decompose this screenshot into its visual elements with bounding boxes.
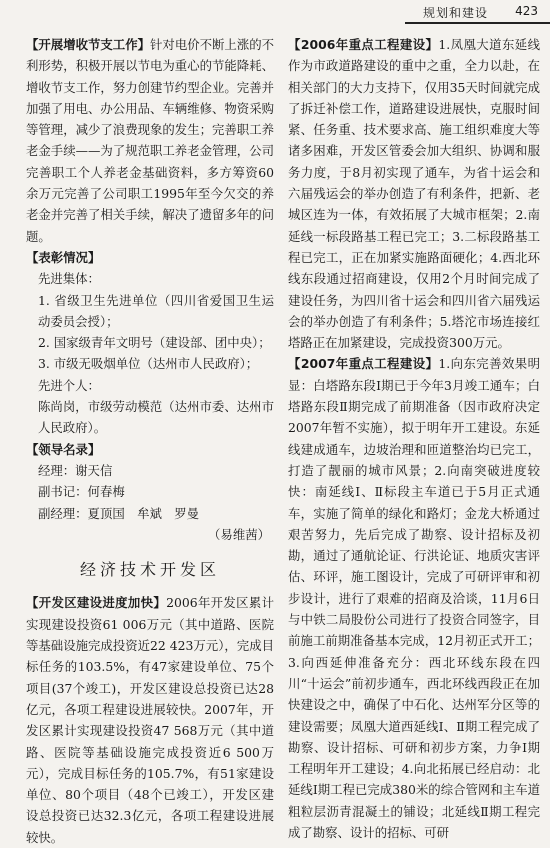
leader-deputy-managers: 副经理：夏顶国 牟斌 罗曼: [38, 505, 200, 521]
header-rule: [405, 22, 550, 24]
text-revenue-expenditure: 针对电价不断上涨的不利形势，积极开展以节电为重心的节能降耗、增收节支工作，努力创建节约型企业。完善并加强了用电、办公用品、车辆维修、物资采购等管理，减少了浪费现象的发生；完善职工养老金手续——为了规范职工养老金管理，公司完善职工个人养老金基础资料，多方筹资60余万元完善了公司职工1995年至今欠交的养老金并完善了相关手续，解决了遗留多年的问题。: [26, 37, 275, 244]
running-section-title: 规划和建设: [422, 6, 488, 20]
right-column: [288, 34, 540, 843]
award-collective-3: 3. 市级无吸烟单位（达州市人民政府）；: [38, 356, 259, 372]
paragraph-revenue-expenditure: [26, 34, 274, 247]
label-advanced-individual: 先进个人：: [38, 377, 100, 393]
leader-deputy-secretary: 副书记：何春梅: [38, 484, 125, 500]
heading-awards: 【表彰情况】: [26, 249, 101, 265]
page-header: [0, 0, 550, 24]
paragraph-2007-key-projects: [288, 353, 540, 843]
award-collective-2: 2. 国家级青年文明号（建设部、团中央）；: [38, 335, 271, 351]
heading-leaders: 【领导名录】: [26, 441, 101, 457]
leader-manager: 经理：谢天信: [38, 462, 113, 478]
award-individual-1: 陈尚岗，市级劳动模范（达州市委、达州市人民政府）。: [38, 399, 274, 436]
heading-revenue-expenditure: 【开展增收节支工作】: [26, 37, 151, 52]
text-dev-zone-progress: 2006年开发区累计实现建设投资61 006万元（其中道路、医院等基础设施完成投资近22 423万元），完成目标任务的103.5%，有47家建设单位、75个项目(37个竣工)，开发区建设总投资已达28亿元，各项工程建设进展较快。2007年，开发区累计实现建设投资47 568万元（其中道路、医院等基础设施完成投资近6 500万元），完成目标任务的105.7%，有51家建设单位、80个项目（48个已竣工），开发区建设总投资已达32.3亿元，各项工程建设进展较快。: [26, 595, 274, 845]
paragraph-2006-key-projects: [288, 34, 540, 353]
text-2006-key-projects: 1.凤凰大道东延线作为市政道路建设的重中之重，全力以赴，在相关部门的大力支持下，仅用35天时间就完成了拆迁补偿工作，道路建设进展快，克服时间紧、任务重、技术要求高、施工组织难度大等诸多困难，开发区管委会加大组织、协调和服务力度，于8月初实现了通车，为省十运会和六届残运会的举办创造了有利条件，把新、老城区连为一体，有效拓展了大城市框架；2.南延线一标段路基工程已完工；3.二标段路基工程已完工，正在加紧实施路面硬化；4.西北环线东段通过招商建设，仅用2个月时间完成了建设任务，为四川省十运会和四川省六届残运会的举办创造了有利条件；5.塔沱市场连接红塔路正在加紧建设，完成投资300万元。: [288, 37, 540, 351]
heading-2006-key-projects: 【2006年重点工程建设】: [288, 37, 439, 52]
heading-2007-key-projects: 【2007年重点工程建设】: [288, 356, 439, 372]
heading-dev-zone-progress: 【开发区建设进度加快】: [26, 595, 167, 611]
text-2007-key-projects: 1.向东完善效果明显：白塔路东段Ⅰ期已于今年3月竣工通车；白塔路东段Ⅱ期完成了前期准备（因市政府决定2007年暂不实施），拟于明年开工建设。东延线建成通车，边坡治理和匝道整治均已完工，打造了靓丽的城市风景；2.向南突破进度较快：南延线Ⅰ、Ⅱ标段主车道已于5月正式通车，实施了简单的绿化和路灯；金龙大桥通过艰苦努力，先后完成了勘察、设计招标及初勘，通过了通航论证、行洪论证、地质灾害评估、环评，施工图设计，完成了可研评审和初步设计，进行了艰难的招商及洽谈，11月6日与中铁二局股份公司进行了投资合同签字，目前施工前期准备基本完成，12月初正式开工；3.向西延伸准备充分：西北环线东段在四川“十运会”前初步通车，西北环线西段正在加快建设之中，确保了中石化、达州军分区等的建设需要；凤凰大道西延线Ⅰ、Ⅱ期工程完成了勘察、设计招标、可研和初步方案，力争Ⅰ期工程明年开工建设；4.向北拓展已经启动：北延线Ⅰ期工程已完成380米的综合管网和主车道粗粒层沥青混凝土的铺设；北延线Ⅱ期工程完成了勘察、设计的招标、可研: [288, 356, 540, 840]
paragraph-dev-zone-progress: [26, 592, 274, 848]
left-column: [26, 34, 274, 848]
author-signature: （易维茜）: [208, 526, 270, 542]
award-collective-1: 1. 省级卫生先进单位（四川省爱国卫生运动委员会授）；: [38, 292, 274, 329]
label-advanced-collective: 先进集体：: [38, 271, 100, 287]
page-number: 423: [515, 4, 538, 18]
section-title-econ-dev-zone: 经济技术开发区: [79, 560, 220, 580]
